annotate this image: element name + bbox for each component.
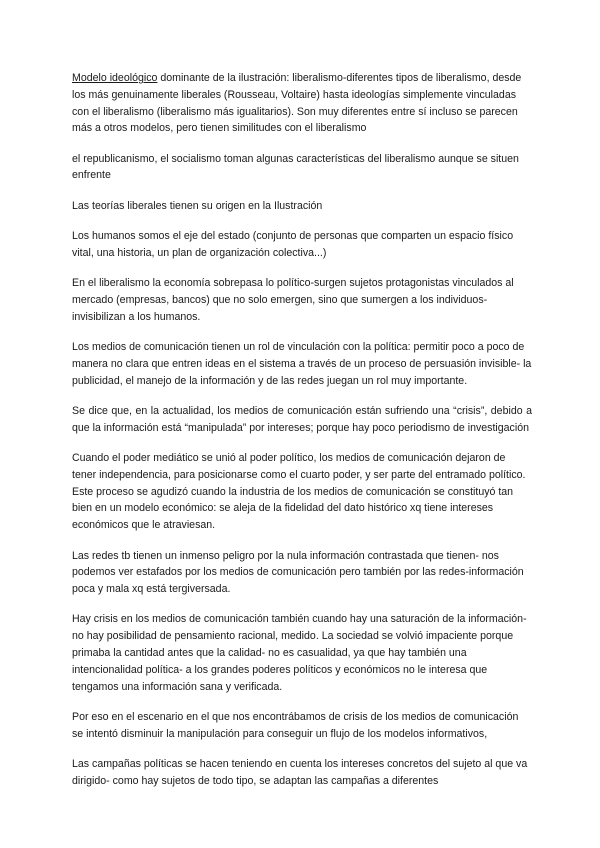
paragraph-8: Cuando el poder mediático se unió al poder político, los medios de comunicación dejaron de tener independencia, para posicionarse como el cuarto poder, y ser parte del entramado político. Este proceso se agudizó cuando la industria de los medios de comunicación se constituyó tan bien en un modelo económico: se aleja de la fidelidad del dato histórico xq tiene intereses económicos que le atraviesan.	[72, 452, 526, 532]
paragraph-12: Las campañas políticas se hacen teniendo en cuenta los intereses concretos del sujeto al que va dirigido- como hay sujetos de todo tipo, se adaptan las campañas a diferentes	[72, 758, 528, 787]
paragraph-9: Las redes tb tienen un inmenso peligro por la nula información contrastada que tienen- nos podemos ver estafados por los medios de comunicación pero también por las redes-información poca y mala xq está tergiversada.	[72, 549, 524, 596]
underlined-term: Modelo ideológico	[72, 72, 158, 84]
paragraph-text: dominante de la ilustración: liberalismo-diferentes tipos de liberalismo, desde los más genuinamente liberales (Rousseau, Voltaire) hasta ideologías simplemente vinculadas con el liberalismo (liberalismo más igualitarios). Son muy diferentes entre sí incluso se parecen más a otros modelos, pero tienen similitudes con el liberalismo	[72, 72, 522, 135]
document-body	[72, 70, 532, 803]
paragraph-2: el republicanismo, el socialismo toman algunas características del liberalismo aunque se situen enfrente	[72, 152, 519, 182]
paragraph-10: Hay crisis en los medios de comunicación también cuando hay una saturación de la información- no hay posibilidad de pensamiento racional, medido. La sociedad se volvió impaciente porque primaba la cantidad antes que la calidad- no es casualidad, ya que hay también una intencionalidad política- a los grandes poderes políticos y económicos no le interesa que tengamos una información sana y verificada.	[72, 613, 527, 693]
paragraph-11: Por eso en el escenario en el que nos encontrábamos de crisis de los medios de comunicación se intentó disminuir la manipulación para conseguir un flujo de los modelos informativos,	[72, 710, 519, 740]
paragraph-4: Los humanos somos el eje del estado (conjunto de personas que comparten un espacio físico vital, una historia, un plan de organización colectiva...)	[72, 230, 514, 259]
paragraph-6: Los medios de comunicación tienen un rol de vinculación con la política: permitir poco a poco de manera no clara que entren ideas en el sistema a través de un proceso de persuasión invisible- la publicidad, el manejo de la información y de las redes juegan un rol muy importante.	[72, 341, 532, 387]
paragraph-7: Se dice que, en la actualidad, los medios de comunicación están sufriendo una “crisis”, debido a que la información está “manipulada” por intereses; porque hay poco periodismo de investigación	[72, 404, 532, 434]
paragraph-3: Las teorías liberales tienen su origen en la Ilustración	[72, 199, 323, 212]
paragraph-1	[72, 70, 532, 137]
paragraph-5: En el liberalismo la economía sobrepasa lo político-surgen sujetos protagonistas vinculados al mercado (empresas, bancos) que no solo emergen, sino que sumergen a los individuos-invisibilizan a los humanos.	[72, 277, 514, 323]
